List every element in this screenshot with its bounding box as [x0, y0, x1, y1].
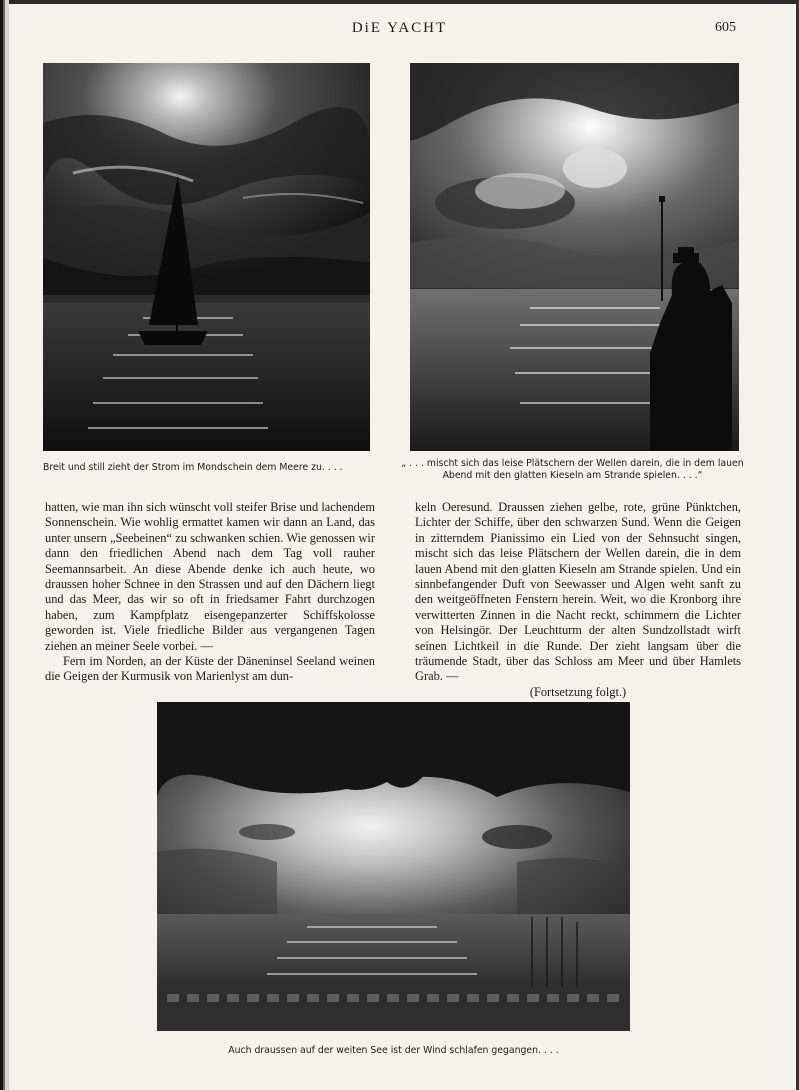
magazine-title: DiE YACHT: [351, 20, 448, 36]
calm-sea-evening-photo: [157, 702, 630, 1031]
page-number: 605: [715, 20, 736, 35]
text-column-right: [415, 500, 741, 700]
paragraph-left-2: Fern im Norden, an der Küste der Däneninsel Seeland weinen die Geigen der Kurmusik von Marienlyst am dun-: [45, 654, 375, 684]
caption-photo-1: Breit und still zieht der Strom im Mondschein dem Meere zu. . . .: [43, 462, 343, 473]
page-edge-top: [0, 0, 799, 4]
caption-photo-2: „ . . . mischt sich das leise Plätschern der Wellen darein, die in dem lauen Abend mit den glatten Kieseln am Strande spielen. . . .“: [401, 458, 744, 481]
caption-photo-3: Auch draussen auf der weiten See ist der Wind schlafen gegangen. . . .: [228, 1045, 559, 1056]
page-binding-edge: [0, 0, 9, 1090]
text-column-left: [45, 500, 375, 685]
page-header: [0, 20, 799, 40]
continued-note: (Fortsetzung folgt.): [529, 684, 627, 699]
paragraph-right-1: keln Oeresund. Draussen ziehen gelbe, rote, grüne Pünktchen, Lichter der Schiffe, über den schwarzen Sund. Wenn die Geigen in zitterndem Pianissimo ein Lied von der Sehnsucht singen, mischt sich das leise Plätschern der Wellen darein, die in dem lauen Abend mit den glatten Kieseln am Strande spielen. Und ein sinnbefangender Duft von Seewasser und Algen weht sanft zu den weitgeöffneten Fenstern herein. Weit, wo die Kronborg ihre verwitterten Zinnen in die Nacht reckt, schimmern die Lichter von Helsingör. Der Leuchtturm der alten Sundzollstadt wirft seinen Lichtkeil in die Runde. Der zieht langsam über die träumende Stadt, über das Schloss am Meer und über Hamlets Grab. —: [415, 500, 741, 684]
paragraph-left-1: hatten, wie man ihn sich wünscht voll steifer Brise und lachendem Sonnenschein. Wie wohlig ermattet kamen wir dann an Land, das unter unsern „Seebeinen“ zu schwanken schien. Wie genossen wir dann den friedlichen Abend nach dem Tag voll rauher Seemannsarbeit. An diese Abende denke ich auch heute, wo draussen hoher Schnee in den Strassen und auf den Dächern liegt und das Meer, das wir so oft in friedsamer Fahrt durchzogen haben, zum Kampfplatz eisengepanzerter Schiffskolosse geworden ist. Viele friedliche Bilder aus vergangenen Tagen ziehen an meiner Seele vorbei. —: [45, 500, 375, 653]
sailor-at-sea-sunset-photo: [410, 63, 739, 451]
sailboat-moonlight-photo: [43, 63, 370, 451]
